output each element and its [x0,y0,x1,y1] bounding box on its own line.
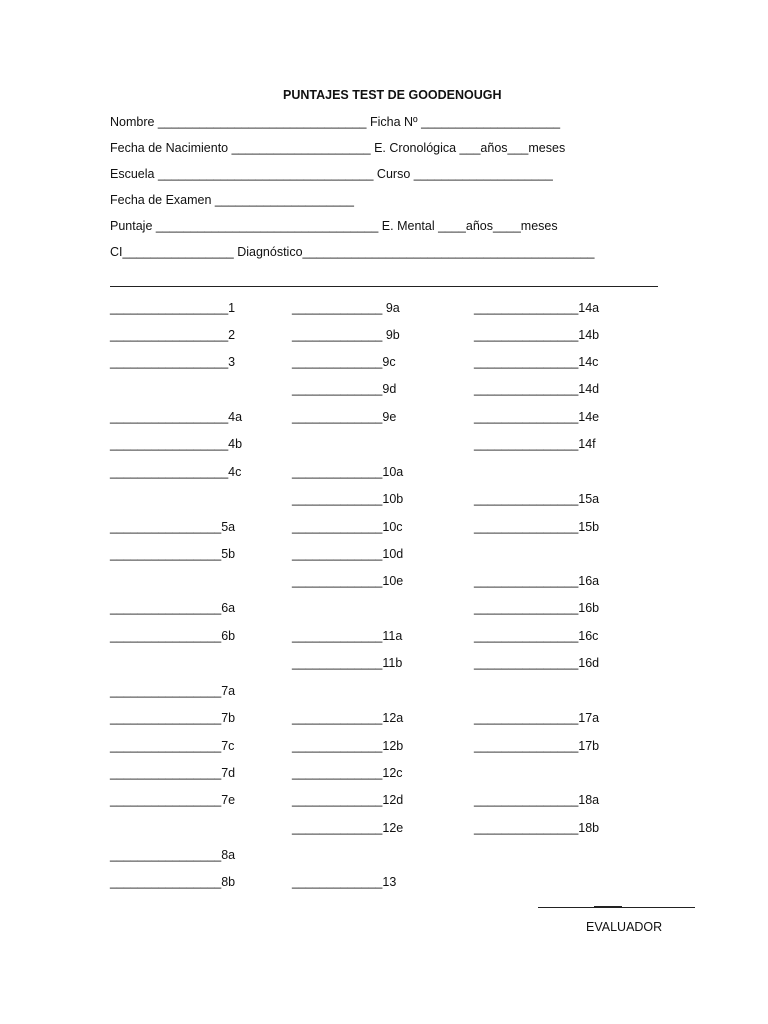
score-item-6b: ________________6b [110,629,236,643]
score-item-16d: _______________16d [474,656,600,670]
score-item-15b: _______________15b [474,520,600,534]
score-item-8a: ________________8a [110,848,236,862]
score-item-9d: _____________9d [292,382,397,396]
evaluador-label: EVALUADOR [586,920,663,934]
field-escuela-curso: Escuela _______________________________ Curso ____________________ [110,167,553,181]
score-item-18b: _______________18b [474,821,600,835]
score-item-7e: ________________7e [110,793,236,807]
score-item-13: _____________13 [292,875,397,889]
field-ci-diagnostico: CI________________ Diagnóstico__________________________________________ [110,245,595,259]
score-item-9b: _____________ 9b [292,328,400,342]
score-item-14f: _______________14f [474,437,596,451]
score-item-12b: _____________12b [292,739,404,753]
score-item-7a: ________________7a [110,684,236,698]
score-item-4c: _________________4c [110,465,242,479]
score-item-9e: _____________9e [292,410,397,424]
field-fecha-examen: Fecha de Examen ____________________ [110,193,354,207]
score-item-16c: _______________16c [474,629,599,643]
score-item-3: _________________3 [110,355,236,369]
score-item-15a: _______________15a [474,492,600,506]
separator-line [110,286,658,287]
score-item-11b: _____________11b [292,656,403,670]
score-item-10a: _____________10a [292,465,404,479]
score-item-6a: ________________6a [110,601,236,615]
score-item-10e: _____________10e [292,574,404,588]
field-puntaje-mental: Puntaje ________________________________ E. Mental ____años____meses [110,219,558,233]
score-item-14b: _______________14b [474,328,600,342]
score-item-7d: ________________7d [110,766,236,780]
score-item-10c: _____________10c [292,520,403,534]
score-item-14a: _______________14a [474,301,600,315]
score-item-9a: _____________ 9a [292,301,400,315]
score-item-1: _________________1 [110,301,236,315]
score-item-9c: _____________9c [292,355,396,369]
score-item-12a: _____________12a [292,711,404,725]
score-item-17a: _______________17a [474,711,600,725]
score-item-5b: ________________5b [110,547,236,561]
document-title: PUNTAJES TEST DE GOODENOUGH [283,88,502,102]
field-fecha-nacimiento: Fecha de Nacimiento ____________________ E. Cronológica ___años___meses [110,141,566,155]
score-item-12c: _____________12c [292,766,403,780]
score-item-4a: _________________4a [110,410,243,424]
score-item-10d: _____________10d [292,547,404,561]
field-nombre-ficha: Nombre ______________________________ Ficha Nº ____________________ [110,115,561,129]
score-item-18a: _______________18a [474,793,600,807]
score-item-8b: ________________8b [110,875,236,889]
score-item-11a: _____________11a [292,629,403,643]
score-item-2: _________________2 [110,328,236,342]
score-item-12e: _____________12e [292,821,404,835]
score-item-14e: _______________14e [474,410,600,424]
score-item-4b: _________________4b [110,437,243,451]
score-item-16a: _______________16a [474,574,600,588]
score-item-14d: _______________14d [474,382,600,396]
score-item-10b: _____________10b [292,492,404,506]
signature-line-mark [594,906,622,908]
score-item-7c: ________________7c [110,739,235,753]
score-item-16b: _______________16b [474,601,600,615]
score-item-12d: _____________12d [292,793,404,807]
score-item-17b: _______________17b [474,739,600,753]
score-item-7b: ________________7b [110,711,236,725]
score-item-14c: _______________14c [474,355,599,369]
score-item-5a: ________________5a [110,520,236,534]
